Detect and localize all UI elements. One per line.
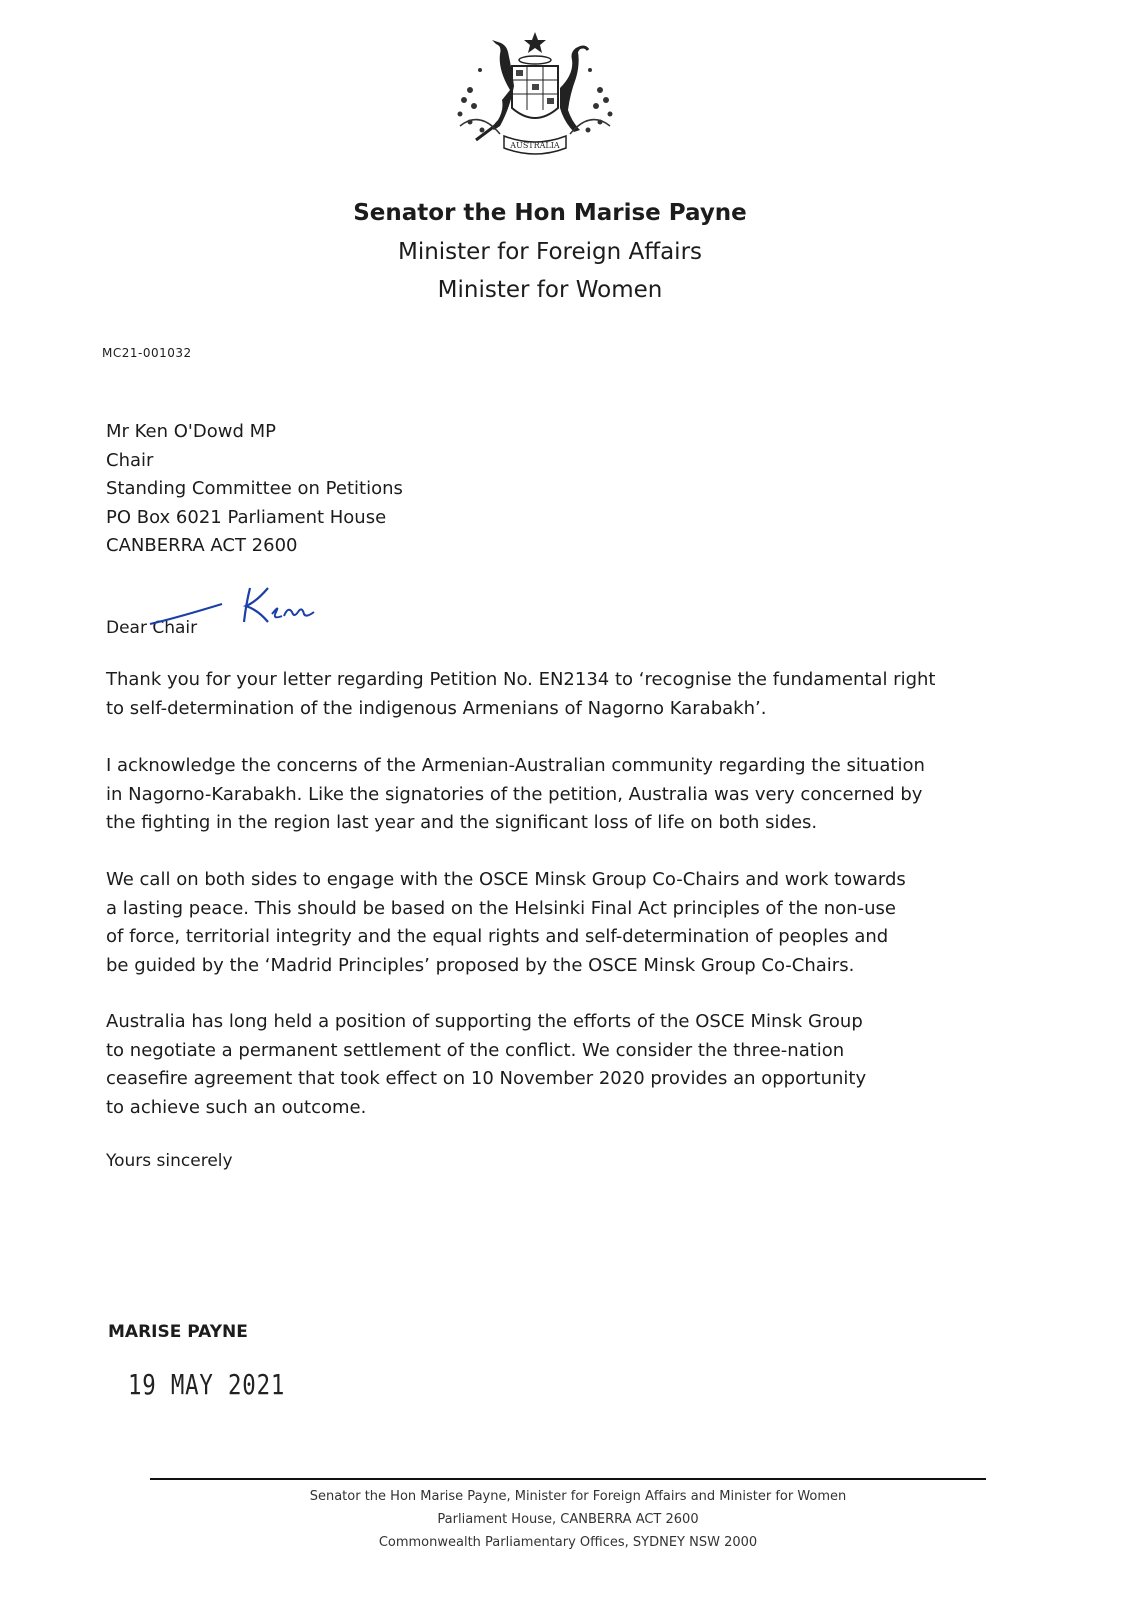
recipient-po-box: PO Box 6021 Parliament House: [106, 506, 387, 528]
body-paragraph-4: [106, 1008, 986, 1122]
salutation-prefix: Dear: [106, 618, 147, 638]
paragraph-line: We call on both sides to engage with the OSCE Minsk Group Co-Chairs and work towards: [106, 869, 906, 890]
body-paragraph-3: [106, 866, 986, 980]
signatory-name: MARISE PAYNE: [108, 1322, 248, 1342]
handwritten-salutation-ken: [238, 582, 318, 628]
paragraph-line: Thank you for your letter regarding Petition No. EN2134 to ‘recognise the fundamental right: [106, 669, 936, 690]
date-stamp: 19 MAY 2021: [128, 1368, 286, 1401]
minister-title-women: Minister for Women: [437, 277, 663, 303]
reference-number: MC21-001032: [102, 346, 192, 360]
minister-name: Senator the Hon Marise Payne: [353, 200, 747, 226]
recipient-address: [106, 418, 403, 561]
recipient-committee: Standing Committee on Petitions: [106, 478, 403, 499]
crest-kangaroo: [492, 40, 514, 130]
paragraph-line: to self-determination of the indigenous Armenians of Nagorno Karabakh’.: [106, 697, 767, 719]
footer-divider: [150, 1478, 986, 1480]
crest-scroll-text: AUSTRALIA: [510, 141, 560, 150]
paragraph-line: ceasefire agreement that took effect on 10 November 2020 provides an opportunity: [106, 1068, 867, 1089]
recipient-name: Mr Ken O'Dowd MP: [106, 421, 277, 442]
footer-line-2: Parliament House, CANBERRA ACT 2600: [437, 1512, 699, 1527]
paragraph-line: in Nagorno-Karabakh. Like the signatories of the petition, Australia was very concerned by: [106, 783, 923, 805]
salutation-struck-word: Chair: [152, 618, 198, 638]
handwritten-strikethrough: [146, 600, 226, 630]
paragraph-line: the fighting in the region last year and the significant loss of life on both sides.: [106, 812, 818, 833]
crest-wattle: [458, 68, 613, 133]
recipient-city: CANBERRA ACT 2600: [106, 535, 298, 556]
paragraph-line: a lasting peace. This should be based on the Helsinki Final Act principles of the non-use: [106, 897, 896, 919]
closing-phrase: Yours sincerely: [106, 1151, 233, 1171]
body-paragraph-1: [106, 666, 986, 723]
footer-line-3: Commonwealth Parliamentary Offices, SYDNEY NSW 2000: [378, 1535, 758, 1550]
minister-title-foreign-affairs: Minister for Foreign Affairs: [397, 239, 703, 265]
coat-of-arms-crest: [440, 30, 630, 170]
paragraph-line: of force, territorial integrity and the equal rights and self-determination of peoples and: [106, 926, 889, 947]
body-paragraph-2: [106, 752, 986, 838]
crest-star: [524, 32, 546, 53]
paragraph-line: to negotiate a permanent settlement of the conflict. We consider the three-nation: [106, 1039, 845, 1061]
recipient-position: Chair: [106, 449, 154, 471]
footer-line-1: Senator the Hon Marise Payne, Minister for Foreign Affairs and Minister for Women: [309, 1489, 847, 1504]
paragraph-line: be guided by the ‘Madrid Principles’ proposed by the OSCE Minsk Group Co-Chairs.: [106, 954, 855, 976]
paragraph-line: I acknowledge the concerns of the Armenian-Australian community regarding the situation: [106, 755, 925, 776]
paragraph-line: to achieve such an outcome.: [106, 1096, 367, 1118]
paragraph-line: Australia has long held a position of supporting the efforts of the OSCE Minsk Group: [106, 1011, 863, 1032]
crest-emu: [560, 46, 582, 132]
